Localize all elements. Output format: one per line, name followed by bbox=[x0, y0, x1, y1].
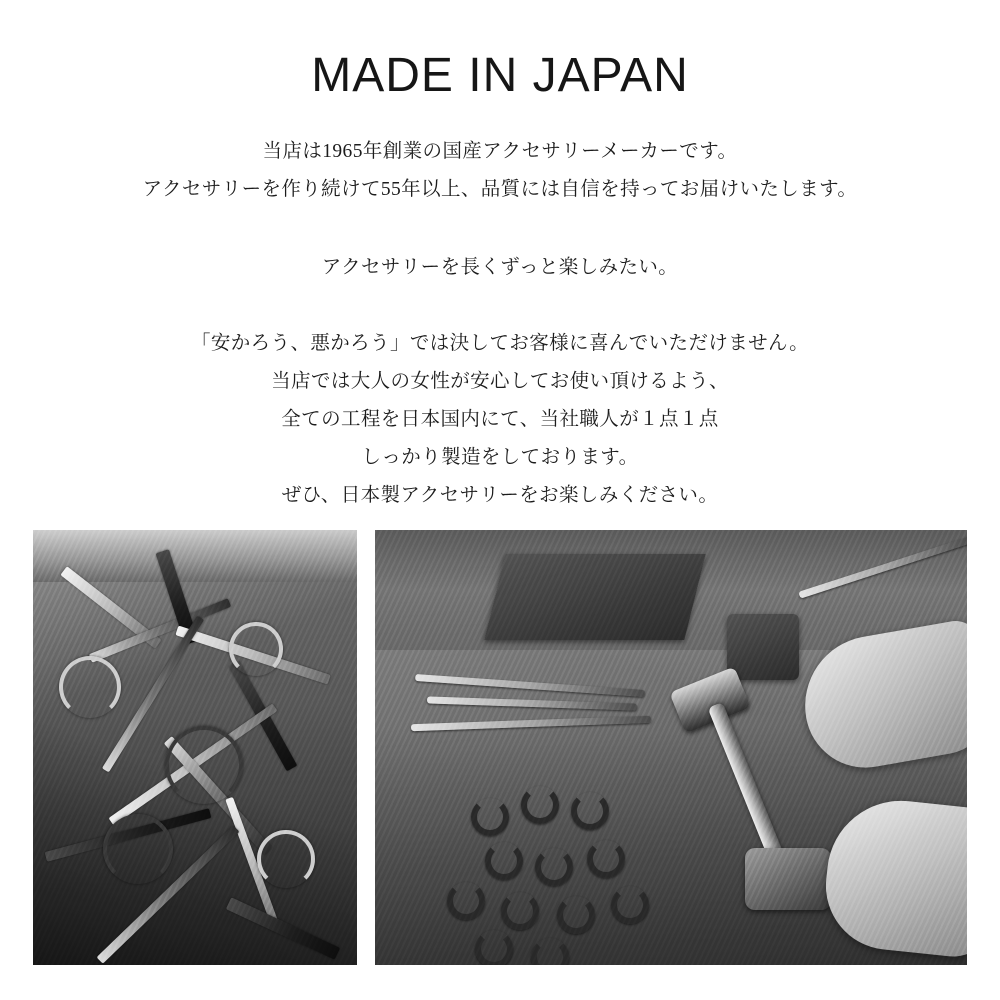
page-title: MADE IN JAPAN bbox=[311, 49, 689, 102]
intro-line-1: 当店は1965年創業の国産アクセサリーメーカーです。 bbox=[262, 140, 738, 162]
intro-line-2: アクセサリーを作り続けて55年以上、品質には自信を持ってお届けいたします。 bbox=[142, 178, 858, 200]
body-copy bbox=[0, 133, 1000, 515]
photo-row bbox=[33, 530, 967, 965]
tagline-paragraph bbox=[60, 249, 940, 287]
philosophy-line-5: ぜひ、日本製アクセサリーをお楽しみください。 bbox=[281, 484, 719, 506]
craftsman-hammering-photo bbox=[375, 530, 967, 965]
philosophy-line-1: 「安かろう、悪かろう」では決してお客様に喜んでいただけません。 bbox=[190, 332, 810, 354]
tagline-line-1: アクセサリーを長くずっと楽しみたい。 bbox=[321, 256, 679, 278]
philosophy-line-3: 全ての工程を日本国内にて、当社職人が１点１点 bbox=[281, 408, 719, 430]
philosophy-line-2: 当店では大人の女性が安心してお使い頂けるよう、 bbox=[271, 370, 729, 392]
workshop-tools-bin-photo bbox=[33, 530, 357, 965]
philosophy-paragraph bbox=[60, 325, 940, 515]
philosophy-line-4: しっかり製造をしております。 bbox=[361, 446, 639, 468]
intro-paragraph bbox=[60, 133, 940, 209]
